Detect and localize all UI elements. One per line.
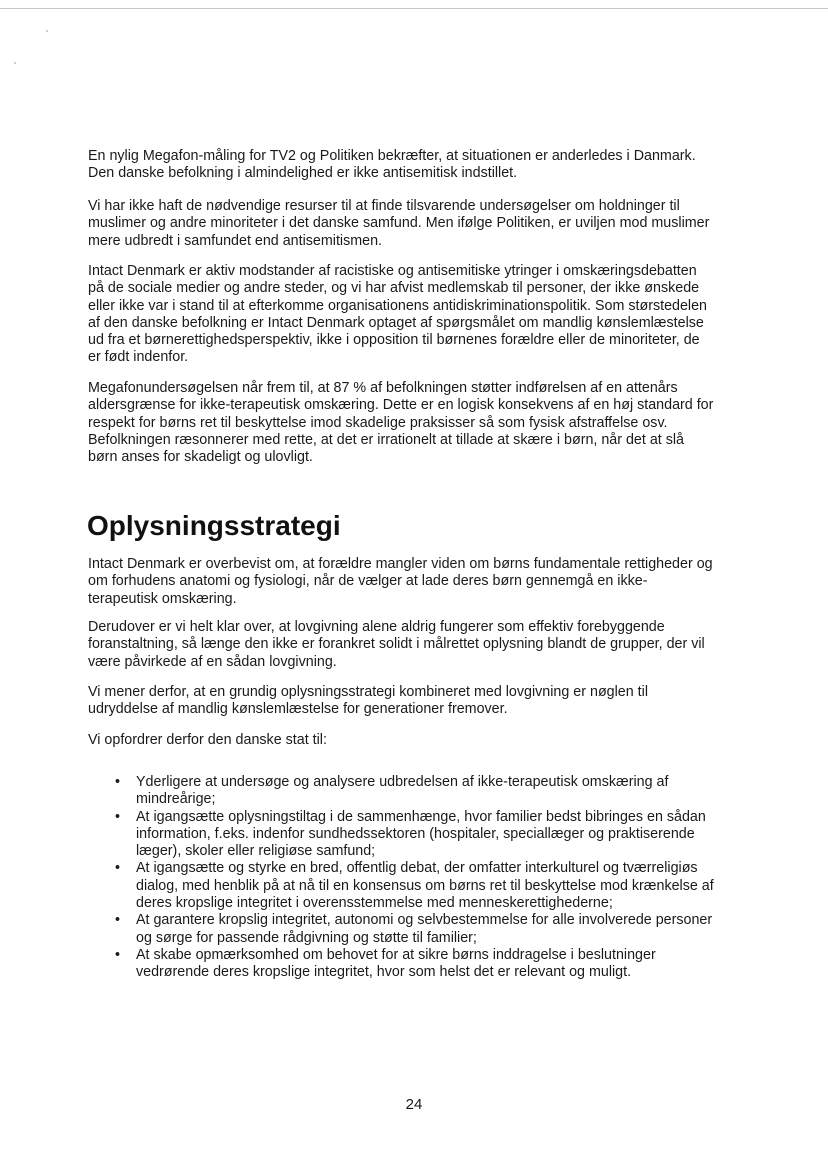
list-item [88, 774, 714, 809]
list-item [88, 860, 714, 912]
text-line: Derudover er vi helt klar over, at lovgivning alene aldrig fungerer som effektiv forebyggende [88, 619, 665, 635]
text-line: deres kropslige integritet i overensstemmelse med menneskerettighederne; [136, 895, 613, 912]
scan-speck [46, 30, 48, 32]
text-line: er født indenfor. [88, 349, 189, 366]
paragraph-parents-knowledge [88, 556, 713, 608]
list-item [88, 947, 714, 982]
paragraph-call-to-state [88, 732, 327, 749]
paragraph-age-limit [88, 380, 713, 466]
text-line: Den danske befolkning i almindelighed er ikke antisemitisk indstillet. [88, 165, 518, 182]
text-line: ud fra et børnerettighedsperspektiv, ikke i opposition til børnenes forældre eller de minoriteter, de [88, 332, 700, 349]
text-line: Vi mener derfor, at en grundig oplysningsstrategi kombineret med lovgivning er nøglen til [88, 684, 649, 700]
text-line: på de sociale medier og andre steder, og vi har afvist medlemskab til personer, der ikke ønskede [88, 280, 700, 297]
text-line: At garantere kropslig integritet, autonomi og selvbestemmelse for alle involverede personer [136, 912, 713, 929]
scan-edge-line [0, 8, 828, 9]
text-line: dialog, med henblik på at nå til en konsensus om børns ret til beskyttelse mod krænkelse af [136, 877, 714, 894]
scan-speck [14, 62, 16, 64]
paragraph-strategy [88, 684, 648, 719]
text-line: information, f.eks. indenfor sundhedssektoren (hospitaler, speciallæger og praktiserende [136, 825, 695, 842]
text-line: At igangsætte oplysningstiltag i de sammenhænge, hvor familier bedst bibringes en sådan [136, 808, 706, 825]
page-number: 24 [405, 1096, 423, 1113]
text-line: foranstaltning, så længe den ikke er forankret solidt i målrettet oplysning blandt de grupper, der vil [88, 636, 705, 653]
text-line: At skabe opmærksomhed om behovet for at sikre børns inddragelse i beslutninger [136, 946, 656, 963]
text-line: være påvirkede af en sådan lovgivning. [88, 653, 337, 670]
text-line: læger), skoler eller religiøse samfund; [136, 843, 376, 860]
bullet-icon: • [115, 808, 121, 825]
text-line: eller ikke var i stand til at efterkomme organisationens antidiskriminationspolitik. Som størstedelen [88, 297, 708, 314]
text-line: Vi har ikke haft de nødvendige resurser til at finde tilsvarende undersøgelser om holdninger til [88, 198, 680, 214]
list-item [88, 912, 714, 947]
text-line: Yderligere at undersøge og analysere udbredelsen af ikke-terapeutisk omskæring af [136, 774, 669, 790]
bullet-icon: • [115, 946, 121, 963]
text-line: muslimer og andre minoriteter i det danske samfund. Men ifølge Politiken, er uviljen mod muslimer [88, 215, 710, 232]
text-line: børn anses for skadeligt og ulovligt. [88, 449, 313, 466]
text-line: mindreårige; [136, 791, 216, 808]
recommendation-list [88, 774, 714, 982]
text-line: Intact Denmark er aktiv modstander af racistiske og antisemitiske ytringer i omskæringsdebatten [88, 263, 697, 279]
paragraph-megafon-poll [88, 148, 696, 183]
text-line: respekt for børns ret til beskyttelse imod skadelige praksisser så som fysisk afstraffelse osv. [88, 414, 668, 431]
text-line: Intact Denmark er overbevist om, at forældre mangler viden om børns fundamentale rettigheder og [88, 556, 713, 572]
paragraph-intact-position [88, 263, 707, 367]
bullet-icon: • [115, 860, 121, 877]
bullet-icon: • [115, 912, 121, 929]
text-line: Befolkningen ræsonnerer med rette, at det er irrationelt at tillade at skære i børn, når det at slå [88, 431, 685, 448]
section-heading: Oplysningsstrategi [87, 510, 341, 541]
text-line: Megafonundersøgelsen når frem til, at 87 % af befolkningen støtter indførelsen af en attenårs [88, 380, 678, 396]
text-line: Vi opfordrer derfor den danske stat til: [88, 732, 327, 748]
text-line: og sørge for passende rådgivning og støtte til familier; [136, 929, 477, 946]
text-line: af den danske befolkning er Intact Denmark optaget af spørgsmålet om mandlig kønslemlæstelse [88, 314, 704, 331]
text-line: vedrørende deres kropslige integritet, hvor som helst det er relevant og muligt. [136, 964, 632, 981]
list-item [88, 809, 714, 861]
paragraph-legislation [88, 619, 705, 671]
text-line: En nylig Megafon-måling for TV2 og Politiken bekræfter, at situationen er anderledes i Danmark. [88, 148, 696, 164]
text-line: At igangsætte og styrke en bred, offentlig debat, der omfatter interkulturel og tværreligiøs [136, 860, 698, 877]
text-line: udryddelse af mandlig kønslemlæstelse for generationer fremover. [88, 701, 508, 718]
paragraph-resources [88, 198, 709, 250]
bullet-icon: • [115, 774, 121, 790]
text-line: aldersgrænse for ikke-terapeutisk omskæring. Dette er en logisk konsekvens af en høj standard for [88, 397, 714, 414]
text-line: om forhudens anatomi og fysiologi, når de vælger at lade deres børn gennemgå en ikke- [88, 573, 648, 590]
text-line: terapeutisk omskæring. [88, 590, 237, 607]
text-line: mere udbredt i samfundet end antisemitismen. [88, 232, 383, 249]
